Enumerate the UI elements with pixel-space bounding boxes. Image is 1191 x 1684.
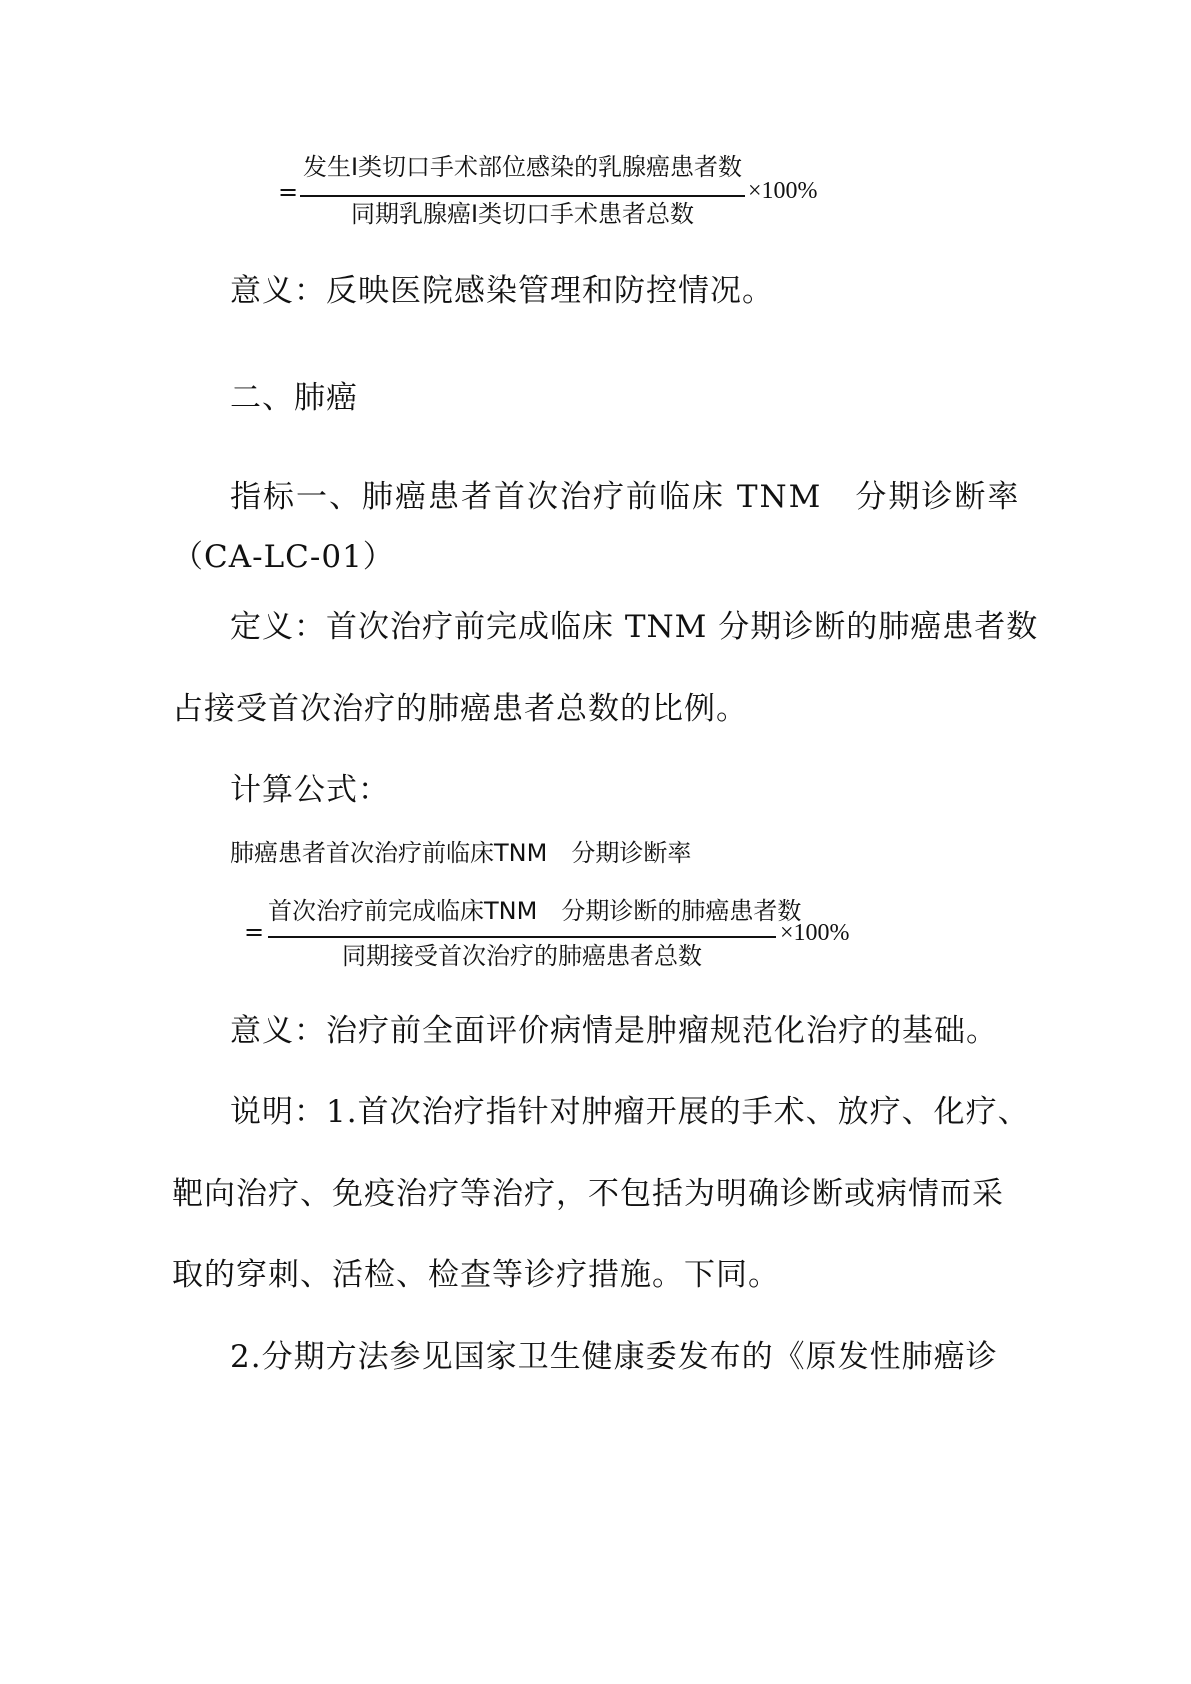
formula-2-denominator: 同期接受首次治疗的肺癌患者总数 bbox=[342, 942, 702, 970]
note-line2: 靶向治疗、免疫治疗等治疗，不包括为明确诊断或病情而采 bbox=[172, 1176, 1004, 1212]
meaning-2: 意义：治疗前全面评价病情是肿瘤规范化治疗的基础。 bbox=[230, 1013, 998, 1049]
indicator-title-line1: 指标一、肺癌患者首次治疗前临床 TNM 分期诊断率 bbox=[230, 479, 1021, 515]
note-line3: 取的穿刺、活检、检查等诊疗措施。下同。 bbox=[172, 1257, 780, 1293]
formula-2-multiplier: ×100% bbox=[780, 920, 850, 946]
definition-line1: 定义：首次治疗前完成临床 TNM 分期诊断的肺癌患者数 bbox=[230, 609, 1039, 645]
note-line1: 说明：1.首次治疗指针对肿瘤开展的手术、放疗、化疗、 bbox=[230, 1094, 1030, 1130]
formula-2-fraction-bar bbox=[268, 936, 776, 938]
formula-label: 计算公式： bbox=[230, 772, 390, 808]
note2-line1: 2.分期方法参见国家卫生健康委发布的《原发性肺癌诊 bbox=[230, 1339, 998, 1375]
formula-1-denominator: 同期乳腺癌Ⅰ类切口手术患者总数 bbox=[350, 200, 695, 228]
definition-line2: 占接受首次治疗的肺癌患者总数的比例。 bbox=[172, 691, 748, 727]
formula-2-name: 肺癌患者首次治疗前临床TNM 分期诊断率 bbox=[230, 839, 692, 867]
indicator-title-line2: （CA-LC-01） bbox=[172, 539, 395, 575]
formula-2-numerator: 首次治疗前完成临床TNM 分期诊断的肺癌患者数 bbox=[268, 897, 802, 925]
meaning-1: 意义：反映医院感染管理和防控情况。 bbox=[230, 273, 774, 309]
section-heading: 二、肺癌 bbox=[230, 380, 358, 416]
formula-1-fraction-bar bbox=[300, 195, 745, 197]
formula-2-equals: = bbox=[244, 918, 265, 946]
formula-1-multiplier: ×100% bbox=[748, 178, 818, 204]
formula-1-equals: = bbox=[278, 178, 299, 206]
formula-1-numerator: 发生Ⅰ类切口手术部位感染的乳腺癌患者数 bbox=[302, 153, 743, 181]
